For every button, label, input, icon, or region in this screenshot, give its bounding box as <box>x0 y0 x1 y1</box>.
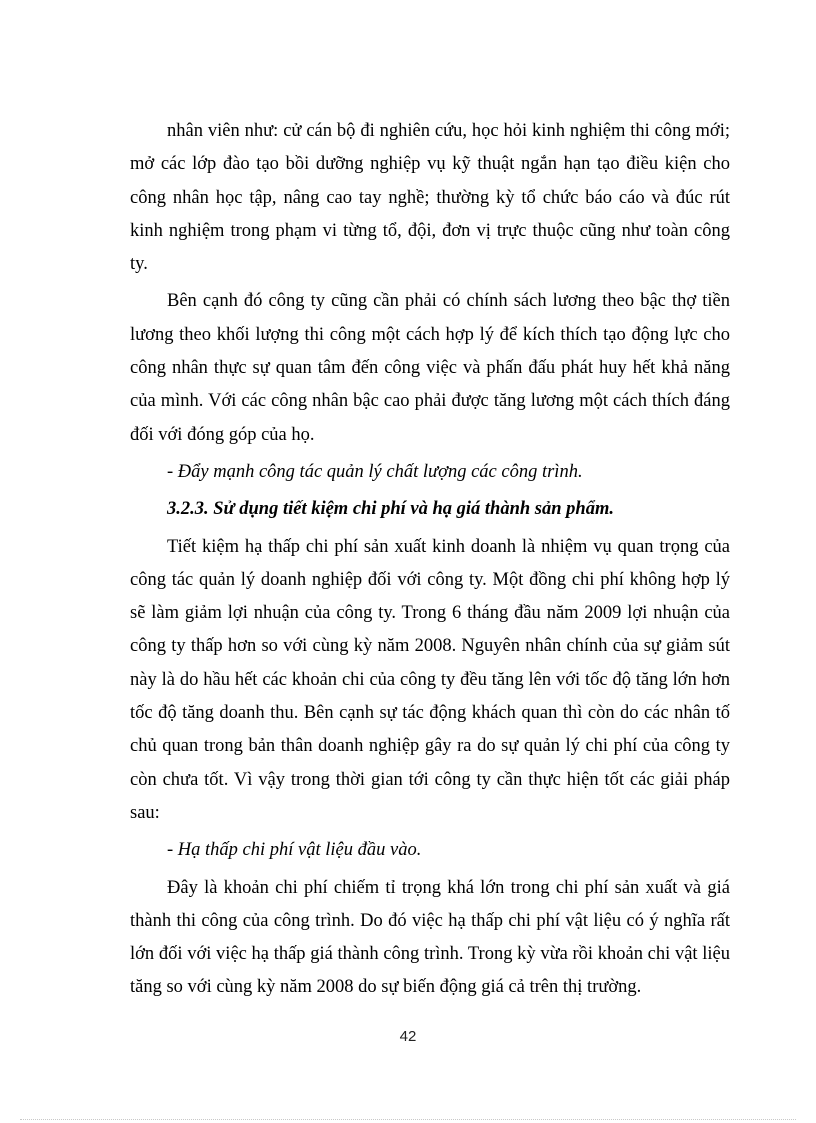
page-number: 42 <box>399 1028 417 1045</box>
page-bottom-border <box>20 1119 796 1120</box>
page-body <box>130 115 730 1005</box>
paragraph-cost-saving: Tiết kiệm hạ thấp chi phí sản xuất kinh doanh là nhiệm vụ quan trọng của công tác quản lý doanh nghiệp đối với công ty. Một đồng chi phí không hợp lý sẽ làm giảm lợi nhuận của công ty. Trong 6 tháng đầu năm 2009 lợi nhuận của công ty thấp hơn so với cùng kỳ năm 2008. Nguyên nhân chính của sự giảm sút này là do hầu hết các khoản chi của công ty đều tăng lên với tốc độ tăng lớn hơn tốc độ tăng doanh thu. Bên cạnh sự tác động khách quan thì còn do các nhân tố chủ quan trong bản thân doanh nghiệp gây ra do sự quản lý chi phí của công ty còn chưa tốt. Vì vậy trong thời gian tới công ty cần thực hiện tốt các giải pháp sau: <box>130 536 730 823</box>
paragraph-material-cost: Đây là khoản chi phí chiếm tỉ trọng khá lớn trong chi phí sản xuất và giá thành thi công của công trình. Do đó việc hạ thấp chi phí vật liệu có ý nghĩa rất lớn đối với việc hạ thấp giá thành công trình. Trong kỳ vừa rồi khoản chi vật liệu tăng so với cùng kỳ năm 2008 do sự biến động giá cả trên thị trường. <box>130 877 730 998</box>
section-heading: 3.2.3. Sử dụng tiết kiệm chi phí và hạ giá thành sản phẩm. <box>167 499 614 520</box>
paragraph-salary-policy: Bên cạnh đó công ty cũng cần phải có chính sách lương theo bậc thợ tiền lương theo khối lượng thi công một cách hợp lý để kích thích tạo động lực cho công nhân thực sự quan tâm đến công việc và phấn đấu phát huy hết khả năng của mình. Với các công nhân bậc cao phải được tăng lương một cách thích đáng đối với đóng góp của họ. <box>130 291 730 445</box>
bullet-quality-management: - Đẩy mạnh công tác quản lý chất lượng các công trình. <box>167 461 583 482</box>
paragraph-training: nhân viên như: cử cán bộ đi nghiên cứu, học hỏi kinh nghiệm thi công mới; mở các lớp đào tạo bồi dưỡng nghiệp vụ kỹ thuật ngắn hạn tạo điều kiện cho công nhân học tập, nâng cao tay nghề; thường kỳ tổ chức báo cáo và đúc rút kinh nghiệm trong phạm vi từng tổ, đội, đơn vị trực thuộc cũng như toàn công ty. <box>130 121 730 275</box>
bullet-material-cost: - Hạ thấp chi phí vật liệu đầu vào. <box>167 840 422 861</box>
